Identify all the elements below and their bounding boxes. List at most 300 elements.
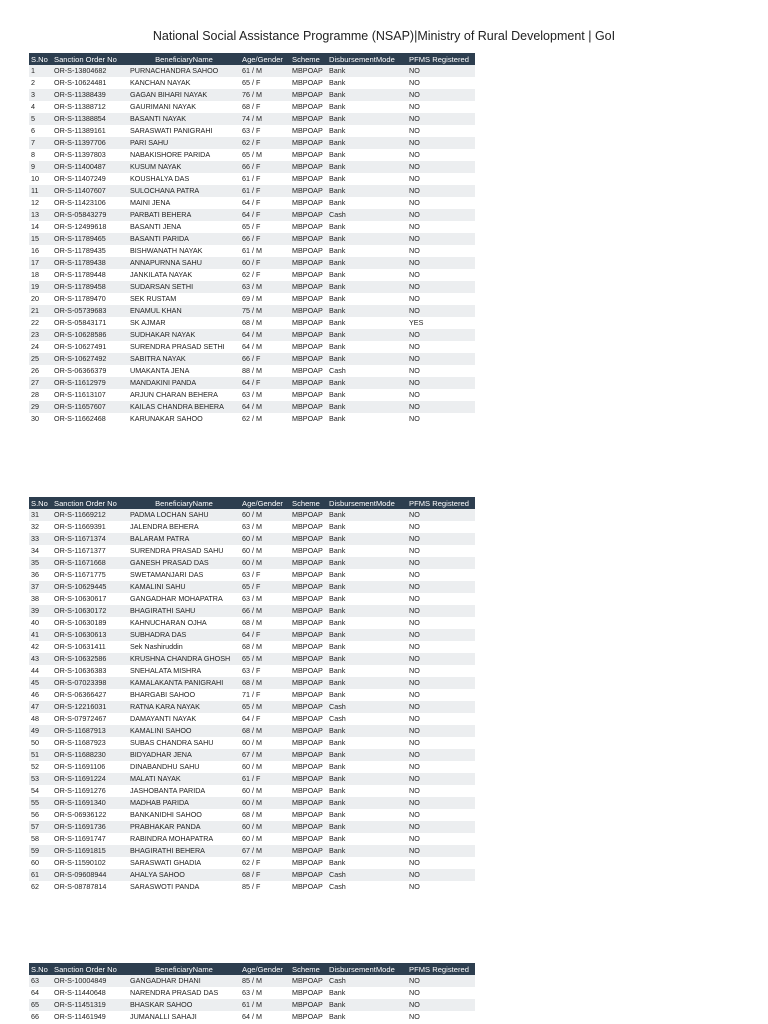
- col-header-scheme: Scheme: [290, 963, 327, 975]
- cell-sanction-order: OR-S-10627491: [52, 341, 128, 353]
- cell-sno: 62: [29, 881, 52, 893]
- cell-sno: 14: [29, 221, 52, 233]
- table-row: [29, 785, 475, 797]
- cell-sno: 19: [29, 281, 52, 293]
- cell-age-gender: 60 / M: [240, 833, 290, 845]
- table-row: [29, 269, 475, 281]
- table-row: [29, 173, 475, 185]
- cell-age-gender: 62 / F: [240, 857, 290, 869]
- cell-sno: 49: [29, 725, 52, 737]
- cell-scheme: MBPOAP: [290, 689, 327, 701]
- table-row: [29, 545, 475, 557]
- cell-pfms-registered: NO: [407, 353, 475, 365]
- cell-beneficiary-name: PARI SAHU: [128, 137, 240, 149]
- cell-beneficiary-name: MAINI JENA: [128, 197, 240, 209]
- cell-age-gender: 63 / M: [240, 987, 290, 999]
- cell-disbursement-mode: Bank: [327, 317, 407, 329]
- cell-scheme: MBPOAP: [290, 161, 327, 173]
- col-header-sno: S.No: [29, 497, 52, 509]
- cell-sanction-order: OR-S-10632586: [52, 653, 128, 665]
- table-row: [29, 101, 475, 113]
- cell-beneficiary-name: PURNACHANDRA SAHOO: [128, 65, 240, 77]
- cell-pfms-registered: NO: [407, 569, 475, 581]
- cell-sno: 57: [29, 821, 52, 833]
- cell-disbursement-mode: Bank: [327, 413, 407, 425]
- cell-disbursement-mode: Bank: [327, 137, 407, 149]
- cell-disbursement-mode: Bank: [327, 761, 407, 773]
- cell-pfms-registered: NO: [407, 845, 475, 857]
- cell-scheme: MBPOAP: [290, 137, 327, 149]
- cell-scheme: MBPOAP: [290, 653, 327, 665]
- cell-beneficiary-name: KAMALINI SAHU: [128, 581, 240, 593]
- table-row: [29, 305, 475, 317]
- cell-sanction-order: OR-S-10628586: [52, 329, 128, 341]
- cell-disbursement-mode: Bank: [327, 281, 407, 293]
- cell-pfms-registered: NO: [407, 509, 475, 521]
- cell-scheme: MBPOAP: [290, 293, 327, 305]
- cell-sanction-order: OR-S-11789435: [52, 245, 128, 257]
- cell-age-gender: 63 / M: [240, 281, 290, 293]
- cell-disbursement-mode: Bank: [327, 545, 407, 557]
- col-header-beneficiary-name: BeneficiaryName: [128, 53, 240, 65]
- cell-pfms-registered: NO: [407, 125, 475, 137]
- cell-sanction-order: OR-S-05843279: [52, 209, 128, 221]
- cell-beneficiary-name: RABINDRA MOHAPATRA: [128, 833, 240, 845]
- cell-age-gender: 68 / M: [240, 617, 290, 629]
- cell-scheme: MBPOAP: [290, 233, 327, 245]
- cell-sno: 18: [29, 269, 52, 281]
- cell-sanction-order: OR-S-08787814: [52, 881, 128, 893]
- cell-sno: 6: [29, 125, 52, 137]
- cell-beneficiary-name: BHARGABI SAHOO: [128, 689, 240, 701]
- cell-scheme: MBPOAP: [290, 365, 327, 377]
- cell-scheme: MBPOAP: [290, 677, 327, 689]
- cell-sno: 4: [29, 101, 52, 113]
- cell-scheme: MBPOAP: [290, 257, 327, 269]
- cell-sno: 21: [29, 305, 52, 317]
- cell-age-gender: 63 / F: [240, 125, 290, 137]
- cell-sno: 37: [29, 581, 52, 593]
- cell-age-gender: 61 / M: [240, 65, 290, 77]
- cell-disbursement-mode: Cash: [327, 881, 407, 893]
- beneficiary-table-3: [29, 963, 475, 1023]
- cell-sanction-order: OR-S-11691276: [52, 785, 128, 797]
- cell-sanction-order: OR-S-11397803: [52, 149, 128, 161]
- cell-disbursement-mode: Bank: [327, 987, 407, 999]
- table-row: [29, 77, 475, 89]
- cell-beneficiary-name: KUSUM NAYAK: [128, 161, 240, 173]
- cell-sno: 13: [29, 209, 52, 221]
- cell-scheme: MBPOAP: [290, 713, 327, 725]
- cell-pfms-registered: NO: [407, 89, 475, 101]
- cell-age-gender: 64 / F: [240, 197, 290, 209]
- table-row: [29, 833, 475, 845]
- table-row: [29, 221, 475, 233]
- beneficiary-table-2: [29, 497, 475, 893]
- cell-age-gender: 62 / F: [240, 269, 290, 281]
- cell-scheme: MBPOAP: [290, 269, 327, 281]
- cell-beneficiary-name: NABAKISHORE PARIDA: [128, 149, 240, 161]
- cell-sanction-order: OR-S-11691224: [52, 773, 128, 785]
- cell-pfms-registered: NO: [407, 365, 475, 377]
- cell-beneficiary-name: BANKANIDHI SAHOO: [128, 809, 240, 821]
- cell-scheme: MBPOAP: [290, 975, 327, 987]
- cell-age-gender: 60 / M: [240, 785, 290, 797]
- col-header-beneficiary-name: BeneficiaryName: [128, 963, 240, 975]
- cell-age-gender: 65 / F: [240, 221, 290, 233]
- cell-sanction-order: OR-S-11407607: [52, 185, 128, 197]
- cell-sanction-order: OR-S-11388854: [52, 113, 128, 125]
- cell-sno: 22: [29, 317, 52, 329]
- table-row: [29, 257, 475, 269]
- cell-pfms-registered: NO: [407, 773, 475, 785]
- cell-beneficiary-name: SUBHADRA DAS: [128, 629, 240, 641]
- table-row: [29, 413, 475, 425]
- cell-age-gender: 64 / F: [240, 713, 290, 725]
- cell-scheme: MBPOAP: [290, 173, 327, 185]
- table-row: [29, 641, 475, 653]
- cell-sanction-order: OR-S-11687913: [52, 725, 128, 737]
- cell-sanction-order: OR-S-11789465: [52, 233, 128, 245]
- table-row: [29, 377, 475, 389]
- cell-sno: 23: [29, 329, 52, 341]
- cell-beneficiary-name: JASHOBANTA PARIDA: [128, 785, 240, 797]
- cell-age-gender: 65 / F: [240, 581, 290, 593]
- cell-age-gender: 85 / F: [240, 881, 290, 893]
- cell-sno: 11: [29, 185, 52, 197]
- cell-scheme: MBPOAP: [290, 869, 327, 881]
- cell-sno: 12: [29, 197, 52, 209]
- table-row: [29, 797, 475, 809]
- cell-age-gender: 65 / M: [240, 653, 290, 665]
- cell-disbursement-mode: Bank: [327, 821, 407, 833]
- table-row: [29, 581, 475, 593]
- cell-disbursement-mode: Bank: [327, 65, 407, 77]
- cell-pfms-registered: NO: [407, 185, 475, 197]
- cell-age-gender: 62 / F: [240, 137, 290, 149]
- cell-disbursement-mode: Bank: [327, 149, 407, 161]
- cell-scheme: MBPOAP: [290, 209, 327, 221]
- cell-beneficiary-name: BHAGIRATHI SAHU: [128, 605, 240, 617]
- cell-pfms-registered: NO: [407, 629, 475, 641]
- cell-disbursement-mode: Bank: [327, 749, 407, 761]
- cell-pfms-registered: NO: [407, 269, 475, 281]
- table-row: [29, 881, 475, 893]
- cell-pfms-registered: NO: [407, 713, 475, 725]
- cell-scheme: MBPOAP: [290, 785, 327, 797]
- col-header-disbursement-mode: DisbursementMode: [327, 963, 407, 975]
- cell-sno: 61: [29, 869, 52, 881]
- col-header-disbursement-mode: DisbursementMode: [327, 497, 407, 509]
- col-header-sno: S.No: [29, 963, 52, 975]
- cell-beneficiary-name: UMAKANTA JENA: [128, 365, 240, 377]
- cell-scheme: MBPOAP: [290, 353, 327, 365]
- cell-age-gender: 75 / M: [240, 305, 290, 317]
- cell-disbursement-mode: Bank: [327, 999, 407, 1011]
- cell-pfms-registered: NO: [407, 725, 475, 737]
- cell-sanction-order: OR-S-06366379: [52, 365, 128, 377]
- cell-disbursement-mode: Cash: [327, 713, 407, 725]
- col-header-pfms-registered: PFMS Registered: [407, 497, 475, 509]
- cell-age-gender: 65 / F: [240, 77, 290, 89]
- cell-scheme: MBPOAP: [290, 725, 327, 737]
- cell-sanction-order: OR-S-11461949: [52, 1011, 128, 1023]
- cell-disbursement-mode: Bank: [327, 77, 407, 89]
- cell-sno: 54: [29, 785, 52, 797]
- cell-scheme: MBPOAP: [290, 629, 327, 641]
- cell-pfms-registered: NO: [407, 653, 475, 665]
- cell-scheme: MBPOAP: [290, 797, 327, 809]
- cell-beneficiary-name: KANCHAN NAYAK: [128, 77, 240, 89]
- cell-scheme: MBPOAP: [290, 77, 327, 89]
- table-row: [29, 629, 475, 641]
- cell-disbursement-mode: Bank: [327, 377, 407, 389]
- cell-disbursement-mode: Bank: [327, 773, 407, 785]
- table-row: [29, 593, 475, 605]
- cell-pfms-registered: NO: [407, 101, 475, 113]
- cell-sanction-order: OR-S-11691815: [52, 845, 128, 857]
- col-header-sanction-order: Sanction Order No: [52, 53, 128, 65]
- cell-sanction-order: OR-S-11662468: [52, 413, 128, 425]
- cell-scheme: MBPOAP: [290, 821, 327, 833]
- cell-sanction-order: OR-S-10624481: [52, 77, 128, 89]
- cell-sanction-order: OR-S-11671668: [52, 557, 128, 569]
- cell-beneficiary-name: SUBAS CHANDRA SAHU: [128, 737, 240, 749]
- cell-beneficiary-name: BASANTI PARIDA: [128, 233, 240, 245]
- cell-age-gender: 68 / M: [240, 641, 290, 653]
- cell-pfms-registered: NO: [407, 881, 475, 893]
- cell-scheme: MBPOAP: [290, 329, 327, 341]
- cell-sanction-order: OR-S-10629445: [52, 581, 128, 593]
- cell-sno: 46: [29, 689, 52, 701]
- cell-beneficiary-name: NARENDRA PRASAD DAS: [128, 987, 240, 999]
- cell-sanction-order: OR-S-06366427: [52, 689, 128, 701]
- cell-pfms-registered: NO: [407, 65, 475, 77]
- cell-pfms-registered: NO: [407, 209, 475, 221]
- cell-age-gender: 68 / F: [240, 101, 290, 113]
- cell-pfms-registered: NO: [407, 809, 475, 821]
- cell-sanction-order: OR-S-05843171: [52, 317, 128, 329]
- table-row: [29, 365, 475, 377]
- cell-sanction-order: OR-S-11590102: [52, 857, 128, 869]
- cell-sanction-order: OR-S-12216031: [52, 701, 128, 713]
- cell-pfms-registered: NO: [407, 605, 475, 617]
- cell-sanction-order: OR-S-11388439: [52, 89, 128, 101]
- cell-pfms-registered: NO: [407, 521, 475, 533]
- cell-sno: 2: [29, 77, 52, 89]
- cell-disbursement-mode: Bank: [327, 257, 407, 269]
- cell-pfms-registered: NO: [407, 749, 475, 761]
- cell-scheme: MBPOAP: [290, 125, 327, 137]
- cell-age-gender: 71 / F: [240, 689, 290, 701]
- col-header-beneficiary-name: BeneficiaryName: [128, 497, 240, 509]
- cell-age-gender: 64 / F: [240, 629, 290, 641]
- cell-age-gender: 63 / F: [240, 665, 290, 677]
- cell-sno: 52: [29, 761, 52, 773]
- table-row: [29, 617, 475, 629]
- cell-age-gender: 67 / M: [240, 845, 290, 857]
- cell-disbursement-mode: Bank: [327, 389, 407, 401]
- cell-age-gender: 85 / M: [240, 975, 290, 987]
- col-header-scheme: Scheme: [290, 497, 327, 509]
- cell-disbursement-mode: Bank: [327, 329, 407, 341]
- cell-scheme: MBPOAP: [290, 533, 327, 545]
- cell-disbursement-mode: Cash: [327, 975, 407, 987]
- cell-scheme: MBPOAP: [290, 569, 327, 581]
- table-row: [29, 185, 475, 197]
- cell-age-gender: 68 / M: [240, 725, 290, 737]
- cell-scheme: MBPOAP: [290, 245, 327, 257]
- cell-sno: 16: [29, 245, 52, 257]
- cell-age-gender: 67 / M: [240, 749, 290, 761]
- cell-pfms-registered: NO: [407, 77, 475, 89]
- cell-scheme: MBPOAP: [290, 857, 327, 869]
- cell-beneficiary-name: KRUSHNA CHANDRA GHOSH: [128, 653, 240, 665]
- cell-disbursement-mode: Bank: [327, 221, 407, 233]
- cell-age-gender: 66 / F: [240, 161, 290, 173]
- cell-scheme: MBPOAP: [290, 65, 327, 77]
- cell-scheme: MBPOAP: [290, 557, 327, 569]
- cell-age-gender: 60 / M: [240, 557, 290, 569]
- cell-disbursement-mode: Bank: [327, 665, 407, 677]
- cell-disbursement-mode: Bank: [327, 593, 407, 605]
- cell-pfms-registered: NO: [407, 821, 475, 833]
- cell-scheme: MBPOAP: [290, 89, 327, 101]
- cell-sno: 31: [29, 509, 52, 521]
- table-row: [29, 869, 475, 881]
- cell-beneficiary-name: GAURIMANI NAYAK: [128, 101, 240, 113]
- cell-scheme: MBPOAP: [290, 149, 327, 161]
- cell-pfms-registered: NO: [407, 113, 475, 125]
- cell-pfms-registered: NO: [407, 197, 475, 209]
- cell-disbursement-mode: Bank: [327, 1011, 407, 1023]
- cell-beneficiary-name: BHASKAR SAHOO: [128, 999, 240, 1011]
- table-row: [29, 125, 475, 137]
- cell-sanction-order: OR-S-11691106: [52, 761, 128, 773]
- cell-beneficiary-name: JALENDRA BEHERA: [128, 521, 240, 533]
- cell-beneficiary-name: MADHAB PARIDA: [128, 797, 240, 809]
- table-row: [29, 341, 475, 353]
- cell-sno: 27: [29, 377, 52, 389]
- cell-sno: 38: [29, 593, 52, 605]
- cell-pfms-registered: NO: [407, 173, 475, 185]
- cell-pfms-registered: NO: [407, 581, 475, 593]
- cell-disbursement-mode: Cash: [327, 869, 407, 881]
- table-row: [29, 665, 475, 677]
- cell-beneficiary-name: SUDARSAN SETHI: [128, 281, 240, 293]
- cell-scheme: MBPOAP: [290, 833, 327, 845]
- cell-beneficiary-name: BIDYADHAR JENA: [128, 749, 240, 761]
- col-header-scheme: Scheme: [290, 53, 327, 65]
- cell-sanction-order: OR-S-11400487: [52, 161, 128, 173]
- cell-disbursement-mode: Bank: [327, 509, 407, 521]
- cell-pfms-registered: NO: [407, 987, 475, 999]
- table-row: [29, 713, 475, 725]
- cell-scheme: MBPOAP: [290, 617, 327, 629]
- cell-sno: 32: [29, 521, 52, 533]
- cell-sanction-order: OR-S-11789438: [52, 257, 128, 269]
- cell-sanction-order: OR-S-10004849: [52, 975, 128, 987]
- cell-sanction-order: OR-S-11612979: [52, 377, 128, 389]
- cell-beneficiary-name: DINABANDHU SAHU: [128, 761, 240, 773]
- col-header-sanction-order: Sanction Order No: [52, 963, 128, 975]
- table-row: [29, 677, 475, 689]
- cell-pfms-registered: NO: [407, 401, 475, 413]
- table-row: [29, 533, 475, 545]
- table-row: [29, 317, 475, 329]
- cell-sno: 45: [29, 677, 52, 689]
- cell-pfms-registered: NO: [407, 149, 475, 161]
- cell-scheme: MBPOAP: [290, 809, 327, 821]
- table-row: [29, 809, 475, 821]
- cell-disbursement-mode: Bank: [327, 677, 407, 689]
- cell-scheme: MBPOAP: [290, 545, 327, 557]
- cell-age-gender: 60 / F: [240, 257, 290, 269]
- cell-pfms-registered: NO: [407, 701, 475, 713]
- cell-age-gender: 64 / M: [240, 401, 290, 413]
- cell-age-gender: 60 / M: [240, 533, 290, 545]
- table-row: [29, 293, 475, 305]
- col-header-sanction-order: Sanction Order No: [52, 497, 128, 509]
- cell-disbursement-mode: Bank: [327, 569, 407, 581]
- cell-disbursement-mode: Bank: [327, 809, 407, 821]
- cell-pfms-registered: NO: [407, 281, 475, 293]
- cell-disbursement-mode: Bank: [327, 521, 407, 533]
- cell-sno: 17: [29, 257, 52, 269]
- cell-scheme: MBPOAP: [290, 401, 327, 413]
- cell-scheme: MBPOAP: [290, 341, 327, 353]
- cell-disbursement-mode: Bank: [327, 833, 407, 845]
- cell-sno: 20: [29, 293, 52, 305]
- cell-sno: 53: [29, 773, 52, 785]
- cell-beneficiary-name: SARASWATI PANIGRAHI: [128, 125, 240, 137]
- cell-beneficiary-name: PARBATI BEHERA: [128, 209, 240, 221]
- cell-disbursement-mode: Bank: [327, 305, 407, 317]
- cell-beneficiary-name: BALARAM PATRA: [128, 533, 240, 545]
- cell-pfms-registered: NO: [407, 665, 475, 677]
- cell-sno: 60: [29, 857, 52, 869]
- cell-pfms-registered: NO: [407, 293, 475, 305]
- cell-sanction-order: OR-S-11691736: [52, 821, 128, 833]
- cell-sno: 3: [29, 89, 52, 101]
- cell-disbursement-mode: Bank: [327, 101, 407, 113]
- cell-beneficiary-name: SUDHAKAR NAYAK: [128, 329, 240, 341]
- cell-age-gender: 60 / M: [240, 509, 290, 521]
- table-row: [29, 857, 475, 869]
- cell-sno: 29: [29, 401, 52, 413]
- cell-age-gender: 60 / M: [240, 797, 290, 809]
- table-row: [29, 89, 475, 101]
- cell-sno: 63: [29, 975, 52, 987]
- cell-sno: 50: [29, 737, 52, 749]
- col-header-age-gender: Age/Gender: [240, 497, 290, 509]
- cell-age-gender: 61 / M: [240, 999, 290, 1011]
- cell-beneficiary-name: SEK RUSTAM: [128, 293, 240, 305]
- cell-beneficiary-name: JUMANALLI SAHAJI: [128, 1011, 240, 1023]
- cell-disbursement-mode: Bank: [327, 605, 407, 617]
- cell-disbursement-mode: Bank: [327, 641, 407, 653]
- cell-beneficiary-name: GANESH PRASAD DAS: [128, 557, 240, 569]
- cell-pfms-registered: NO: [407, 761, 475, 773]
- cell-disbursement-mode: Bank: [327, 653, 407, 665]
- cell-beneficiary-name: Sek Nashiruddin: [128, 641, 240, 653]
- cell-sanction-order: OR-S-11407249: [52, 173, 128, 185]
- cell-sanction-order: OR-S-10627492: [52, 353, 128, 365]
- table-row: [29, 987, 475, 999]
- cell-pfms-registered: NO: [407, 329, 475, 341]
- cell-age-gender: 88 / M: [240, 365, 290, 377]
- table-row: [29, 689, 475, 701]
